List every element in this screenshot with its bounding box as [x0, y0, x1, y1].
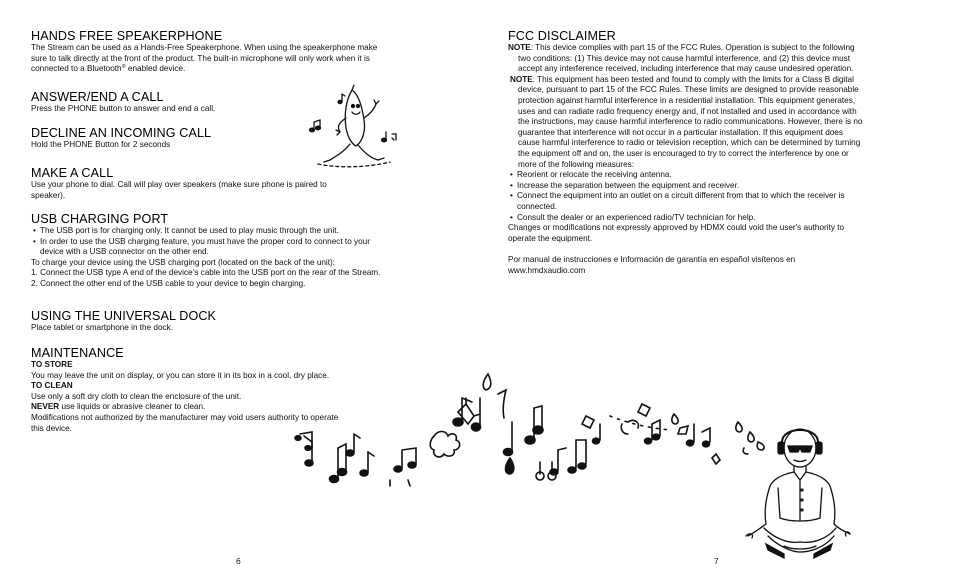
never-line: NEVER use liquids or abrasive cleaner to clean. [31, 402, 206, 412]
maintenance-title: MAINTENANCE [31, 346, 124, 360]
dancing-banana-figure-illustration [306, 82, 406, 172]
hands-free-title: HANDS FREE SPEAKERPHONE [31, 29, 223, 43]
usb-step: 1. Connect the USB type A end of the device’s cable into the USB port on the rear of the Stream. [31, 268, 381, 278]
modifications-text: Modifications not authorized by the manufacturer may void users authority to operate this device. [31, 412, 339, 433]
dock-body: Place tablet or smartphone in the dock. [31, 323, 173, 332]
fcc-section [508, 29, 863, 276]
usb-instructions-intro: To charge your device using the USB charging port (located on the back of the unit): [31, 257, 336, 267]
usb-section [31, 212, 383, 290]
decline-call-body: Hold the PHONE Button for 2 seconds [31, 140, 171, 149]
music-notes-doodle-illustration [290, 368, 790, 498]
fcc-measure: • Reorient or relocate the receiving antenna. [508, 170, 863, 181]
page-number: 6 [236, 556, 241, 566]
fcc-measure: • Connect the equipment into an outlet on a circuit different from that to which the receiver is connected. [508, 191, 863, 212]
right-page [477, 0, 954, 588]
decline-call-title: DECLINE AN INCOMING CALL [31, 126, 212, 140]
make-call-body: Use your phone to dial. Call will play over speakers (make sure phone is paired to speaker). [31, 180, 327, 200]
to-clean-label: TO CLEAN [31, 381, 73, 391]
answer-call-title: ANSWER/END A CALL [31, 90, 164, 104]
dock-section [31, 309, 371, 334]
fcc-title: FCC DISCLAIMER [508, 29, 616, 43]
make-call-section [31, 166, 351, 201]
dock-title: USING THE UNIVERSAL DOCK [31, 309, 217, 323]
fcc-measure: • Consult the dealer or an experienced radio/TV technician for help. [508, 213, 863, 224]
hands-free-body: The Stream can be used as a Hands-Free Speakerphone. When using the speakerphone make sure to talk directly at the front of the product. The built-in microphone will only work when it is connected to a Bluetooth® enabled device. [31, 43, 378, 74]
fcc-note-2: NOTE: This equipment has been tested and found to comply with the limits for a Class B digital device, pursuant to part 15 of the FCC Rules. These limits are designed to provide reasonable protection against harmful interference in a residential installation. This equipment generates, uses and can radiate radio frequency energy and, if not installed and used in accordance with the instructions, may cause harmful interference to radio communications. However, there is no guarantee that interference will not occur in a particular installation. If this equipment does cause harmful interference to radio or television reception, which can be determined by turning the equipment off and on, the user is encouraged to try to correct the interference by one or more of the following measures: [510, 74, 863, 169]
fcc-measures [508, 170, 863, 223]
spanish-note: Por manual de instrucciones e Información de garantía en español visítenos en www.hmdxaudio.com [508, 255, 796, 275]
usb-title: USB CHARGING PORT [31, 212, 169, 226]
meditating-man-with-headphones-illustration [744, 420, 854, 562]
to-store-text: You may leave the unit on display, or you can store it in its box in a cool, dry place. [31, 370, 330, 380]
usb-bullets [31, 226, 383, 258]
to-clean-text: Use only a soft dry cloth to clean the enclosure of the unit. [31, 391, 242, 401]
hands-free-section [31, 29, 378, 75]
fcc-measure: • Increase the separation between the equipment and receiver. [508, 181, 863, 192]
usb-bullet: • The USB port is for charging only. It cannot be used to play music through the unit. [31, 226, 383, 237]
fcc-note-1: NOTE: This device complies with part 15 of the FCC Rules. Operation is subject to the following two conditions: (1) This device may not cause harmful interference, and (2) this device must accept any interference received, including interference that may cause undesired operation. [508, 43, 855, 74]
answer-call-body: Press the PHONE button to answer and end a call. [31, 104, 216, 113]
fcc-changes: Changes or modifications not expressly approved by HDMX could void the user's authority to operate the equipment. [508, 223, 845, 243]
usb-step: 2. Connect the other end of the USB cable to your device to begin charging. [31, 278, 306, 288]
page-number: 7 [714, 556, 719, 566]
usb-bullet: • In order to use the USB charging feature, you must have the proper cord to connect to your device with a USB connector on the other end. [31, 237, 383, 258]
to-store-label: TO STORE [31, 360, 73, 369]
make-call-title: MAKE A CALL [31, 166, 114, 180]
